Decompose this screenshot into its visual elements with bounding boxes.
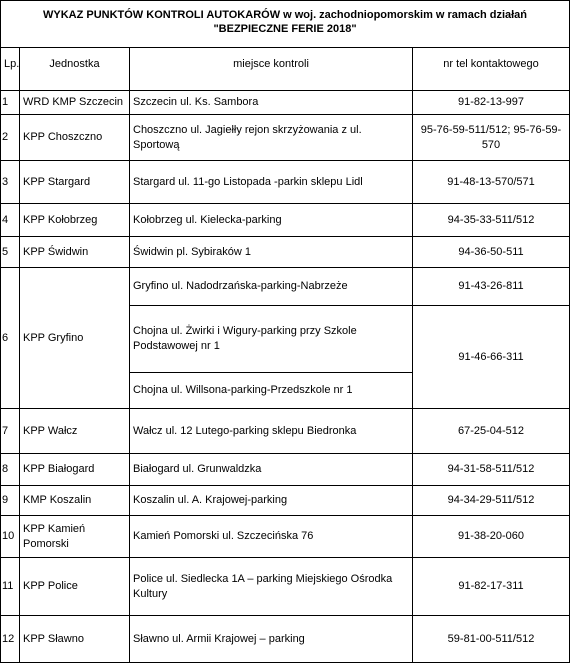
row-location: Szczecin ul. Ks. Sambora (130, 91, 413, 115)
row-unit: KPP Kołobrzeg (20, 204, 130, 237)
row-unit: KPP Sławno (20, 616, 130, 663)
row-lp: 4 (1, 204, 20, 237)
row-phone: 94-31-58-511/512 (413, 454, 570, 486)
row-phone: 95-76-59-511/512; 95-76-59-570 (413, 115, 570, 161)
row-location: Białogard ul. Grunwaldzka (130, 454, 413, 486)
header-lp: Lp. (1, 48, 20, 91)
header-location: miejsce kontroli (130, 48, 413, 91)
row-unit: KMP Koszalin (20, 486, 130, 516)
row-phone: 59-81-00-511/512 (413, 616, 570, 663)
row-unit: KPP Police (20, 558, 130, 616)
row-lp: 3 (1, 161, 20, 204)
row-location: Stargard ul. 11-go Listopada -parkin sklepu Lidl (130, 161, 413, 204)
header-phone: nr tel kontaktowego (413, 48, 570, 91)
row-lp: 5 (1, 237, 20, 268)
row-unit: KPP Świdwin (20, 237, 130, 268)
table-row (1, 454, 570, 486)
row-lp: 1 (1, 91, 20, 115)
row-location: Choszczno ul. Jagiełły rejon skrzyżowania z ul. Sportową (130, 115, 413, 161)
row-unit: KPP Gryfino (20, 268, 130, 409)
row-location: Kamień Pomorski ul. Szczecińska 76 (130, 516, 413, 558)
row-lp: 10 (1, 516, 20, 558)
row-lp: 8 (1, 454, 20, 486)
row-lp: 7 (1, 409, 20, 454)
row-phone: 91-38-20-060 (413, 516, 570, 558)
table-row (1, 616, 570, 663)
row-location: Police ul. Siedlecka 1A – parking Miejskiego Ośrodka Kultury (130, 558, 413, 616)
table-row (1, 237, 570, 268)
row-lp: 12 (1, 616, 20, 663)
table-row (1, 516, 570, 558)
row-unit: KPP Choszczno (20, 115, 130, 161)
row-lp: 9 (1, 486, 20, 516)
row-location: Chojna ul. Willsona-parking-Przedszkole nr 1 (130, 373, 413, 409)
row-phone: 91-82-13-997 (413, 91, 570, 115)
row-lp: 11 (1, 558, 20, 616)
row-location: Chojna ul. Żwirki i Wigury-parking przy Szkole Podstawowej nr 1 (130, 306, 413, 373)
table-row (1, 558, 570, 616)
document-title (0, 0, 570, 47)
row-phone: 91-43-26-811 (413, 268, 570, 306)
row-phone: 91-48-13-570/571 (413, 161, 570, 204)
row-unit: KPP Wałcz (20, 409, 130, 454)
row-location: Kołobrzeg ul. Kielecka-parking (130, 204, 413, 237)
row-phone: 91-46-66-311 (413, 306, 570, 409)
row-location: Sławno ul. Armii Krajowej – parking (130, 616, 413, 663)
row-phone: 67-25-04-512 (413, 409, 570, 454)
table-row (1, 204, 570, 237)
row-phone: 91-82-17-311 (413, 558, 570, 616)
row-phone: 94-36-50-511 (413, 237, 570, 268)
table-row (1, 91, 570, 115)
row-location: Gryfino ul. Nadodrzańska-parking-Nabrzeże (130, 268, 413, 306)
table-row (1, 161, 570, 204)
title-line-1: WYKAZ PUNKTÓW KONTROLI AUTOKARÓW w woj. zachodniopomorskim w ramach działań (42, 9, 528, 21)
row-lp: 6 (1, 268, 20, 409)
title-line-2: "BEZPIECZNE FERIE 2018" (213, 23, 357, 35)
row-unit: KPP Stargard (20, 161, 130, 204)
header-unit: Jednostka (20, 48, 130, 91)
row-location: Wałcz ul. 12 Lutego-parking sklepu Biedronka (130, 409, 413, 454)
header-row (1, 48, 570, 91)
row-lp: 2 (1, 115, 20, 161)
row-unit: KPP Kamień Pomorski (20, 516, 130, 558)
row-unit: WRD KMP Szczecin (20, 91, 130, 115)
row-phone: 94-34-29-511/512 (413, 486, 570, 516)
row-location: Świdwin pl. Sybiraków 1 (130, 237, 413, 268)
row-location: Koszalin ul. A. Krajowej-parking (130, 486, 413, 516)
table-row (1, 268, 570, 306)
table-row (1, 409, 570, 454)
control-points-table (0, 47, 570, 663)
row-phone: 94-35-33-511/512 (413, 204, 570, 237)
table-row (1, 486, 570, 516)
table-row (1, 115, 570, 161)
row-unit: KPP Białogard (20, 454, 130, 486)
